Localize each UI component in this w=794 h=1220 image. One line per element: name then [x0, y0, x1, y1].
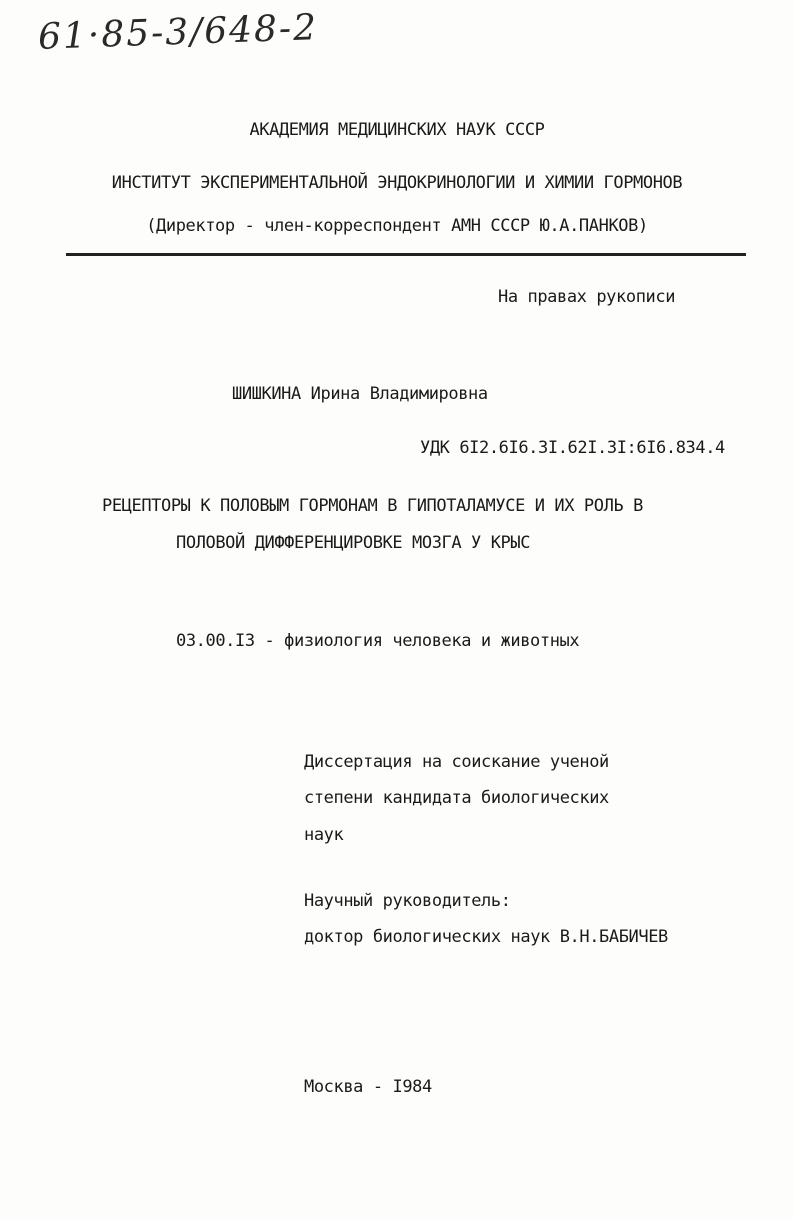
handwritten-catalog-number: 61·85-3/648-2	[37, 7, 319, 58]
institute-name: ИНСТИТУТ ЭКСПЕРИМЕНТАЛЬНОЙ ЭНДОКРИНОЛОГИИ И ХИМИИ ГОРМОНОВ	[111, 173, 683, 193]
place-and-year: Москва - I984	[304, 1077, 432, 1097]
title-line-2: ПОЛОВОЙ ДИФФЕРЕНЦИРОВКЕ МОЗГА У КРЫС	[176, 533, 531, 553]
header-divider	[66, 253, 746, 256]
manuscript-note: На правах рукописи	[498, 287, 676, 307]
academy-name: АКАДЕМИЯ МЕДИЦИНСКИХ НАУК СССР	[249, 120, 545, 140]
supervisor-label: Научный руководитель:	[304, 891, 511, 911]
supervisor-name: доктор биологических наук В.Н.БАБИЧЕВ	[304, 927, 668, 947]
dissertation-line-2: степени кандидата биологических	[304, 788, 609, 808]
title-line-1: РЕЦЕПТОРЫ К ПОЛОВЫМ ГОРМОНАМ В ГИПОТАЛАМУСЕ И ИХ РОЛЬ В	[102, 496, 643, 516]
dissertation-line-1: Диссертация на соискание ученой	[304, 752, 609, 772]
director-line: (Директор - член-корреспондент АМН СССР Ю.А.ПАНКОВ)	[146, 216, 648, 236]
author-name: ШИШКИНА Ирина Владимировна	[232, 384, 488, 404]
udk-code: УДК 6I2.6I6.3I.62I.3I:6I6.834.4	[420, 438, 725, 458]
specialty-code: 03.00.I3 - физиология человека и животных	[176, 631, 580, 651]
dissertation-line-3: наук	[304, 825, 344, 845]
